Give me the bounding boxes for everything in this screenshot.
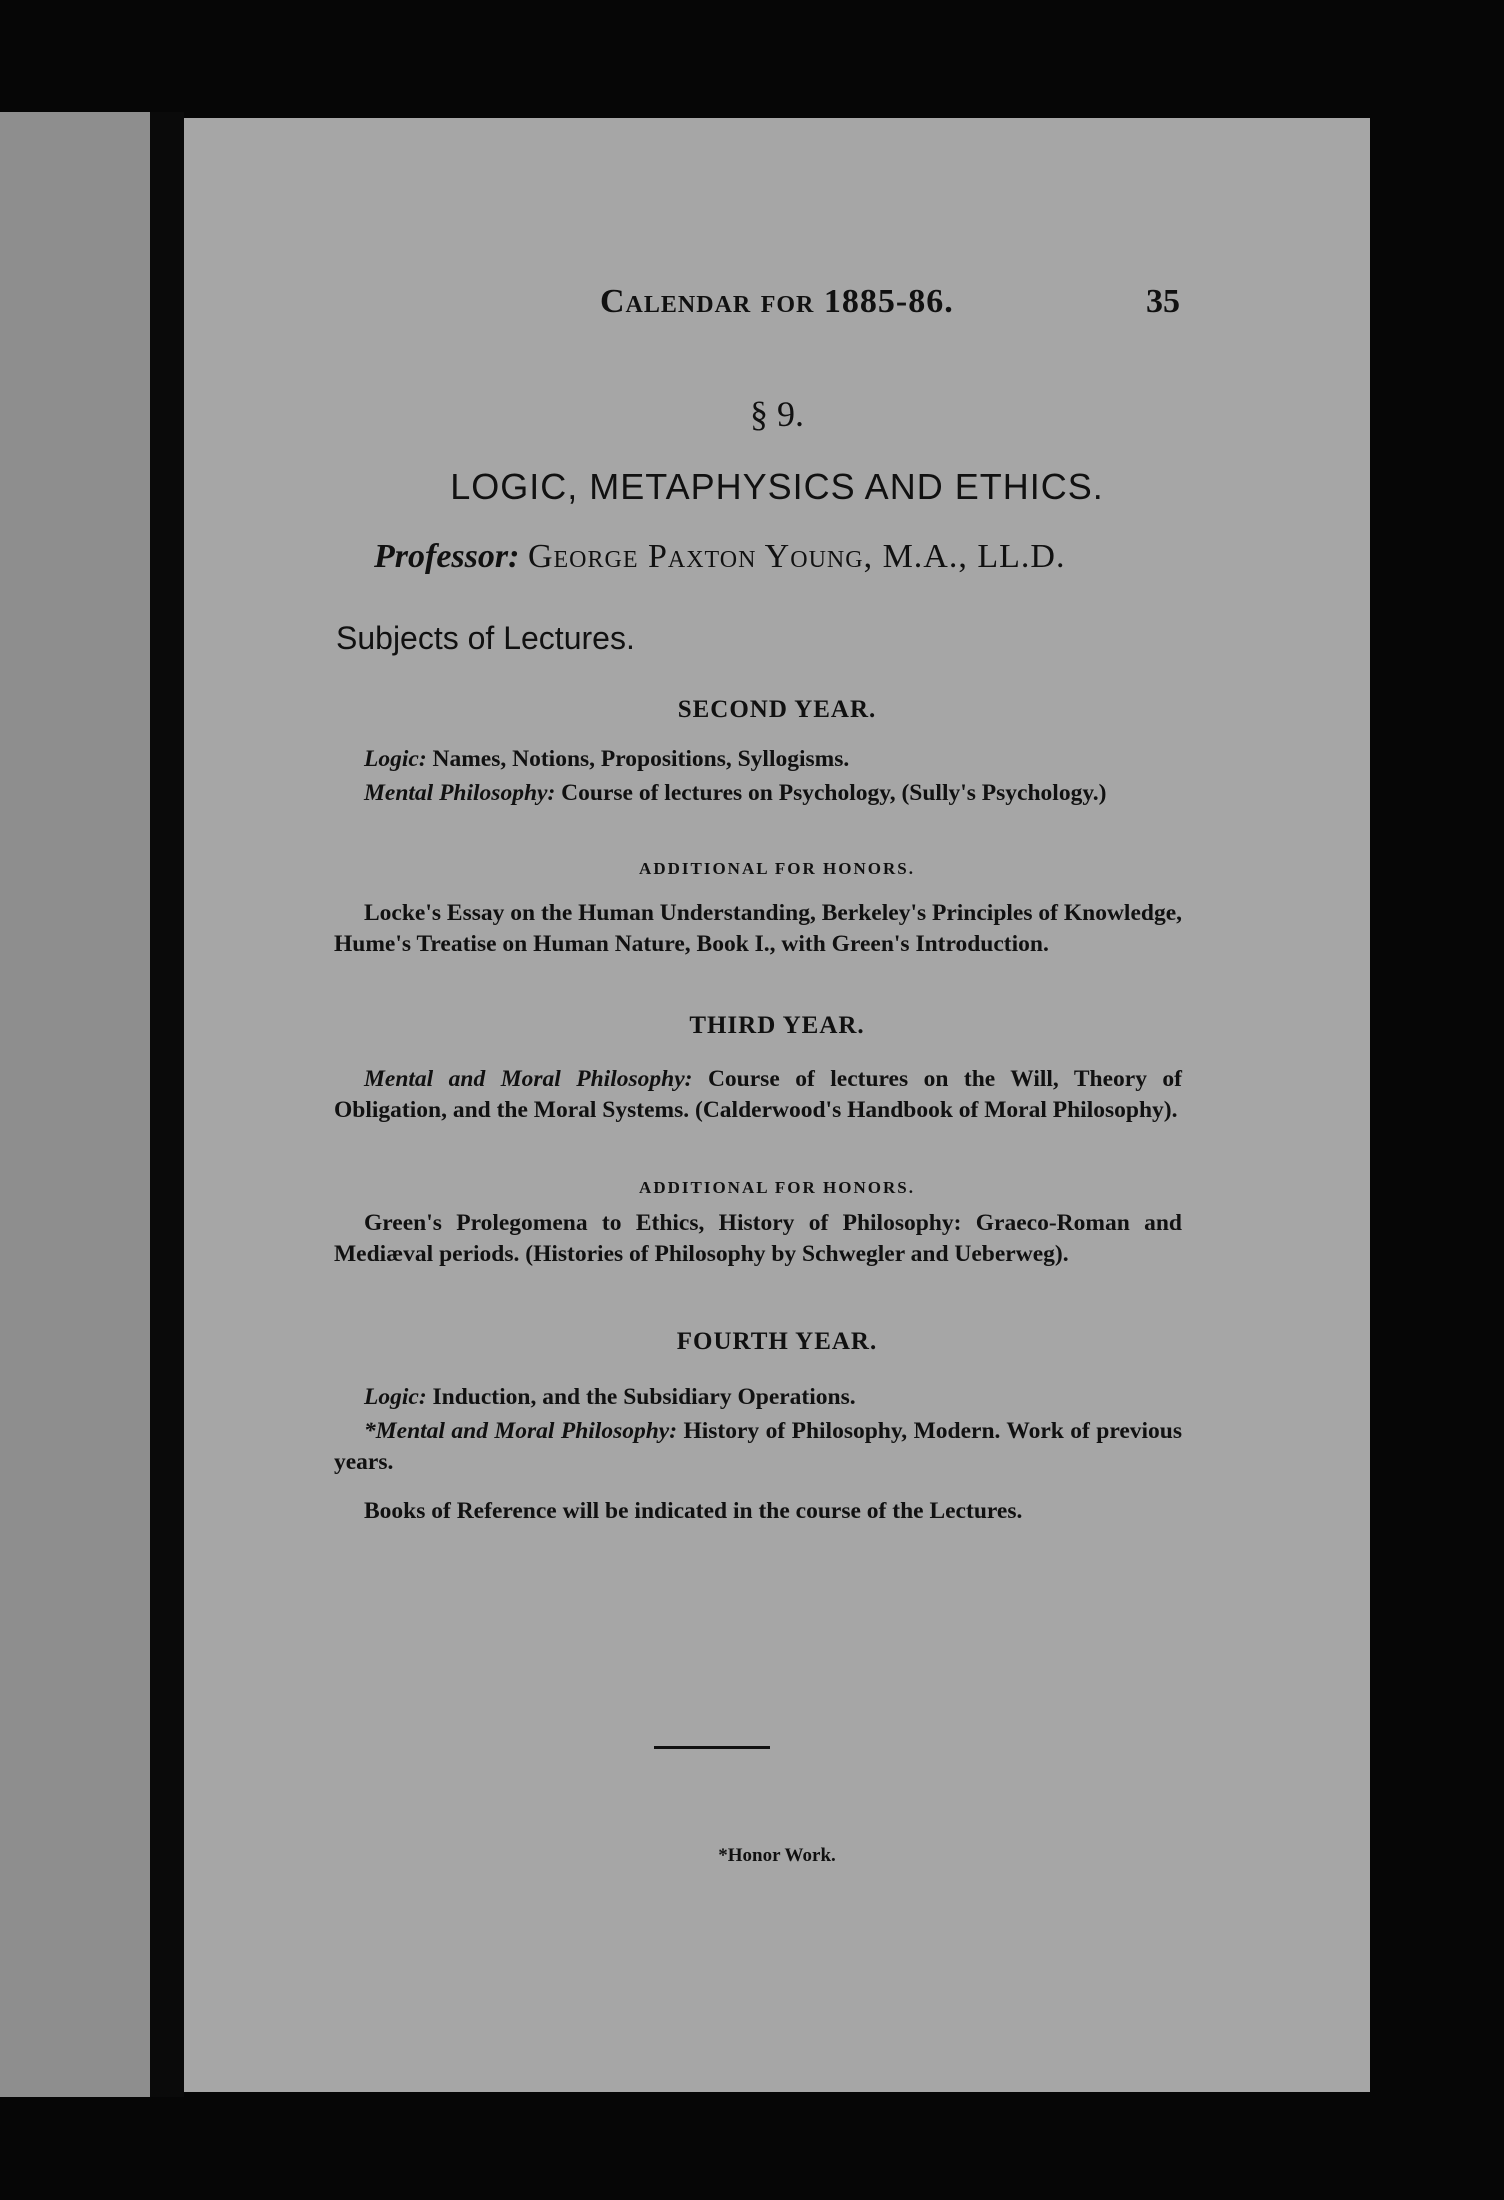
book-gutter <box>150 112 184 2097</box>
fourth-year-logic <box>334 1382 1182 1413</box>
logic-label: Logic: <box>364 1384 427 1410</box>
page-number: 35 <box>1146 283 1180 320</box>
reference-note: Books of Reference will be indicated in the course of the Lectures. <box>364 1498 1023 1524</box>
moral-text: Course of lectures on the Will, Theory of Obligation, and the Moral Systems. (Calderwood's Handbook of Moral Philosophy). <box>334 1066 1183 1123</box>
facing-page-edge <box>0 112 150 2097</box>
fourth-year-heading: FOURTH YEAR. <box>676 1328 878 1355</box>
second-year-honors-heading: ADDITIONAL FOR HONORS. <box>639 859 915 878</box>
running-header: Calendar for 1885-86. <box>600 283 954 320</box>
second-year-heading: SECOND YEAR. <box>677 696 877 723</box>
fourth-year-moral <box>334 1416 1182 1478</box>
mental-label: Mental Philosophy: <box>364 780 556 806</box>
footnote: *Honor Work. <box>718 1845 836 1866</box>
subjects-heading: Subjects of Lectures. <box>336 620 635 656</box>
third-year-heading: THIRD YEAR. <box>689 1012 865 1039</box>
mental-text: Course of lectures on Psychology, (Sully's Psychology.) <box>561 780 1107 806</box>
professor-name: George Paxton Young, M.A., LL.D. <box>527 538 1066 575</box>
third-year-honors-text: Green's Prolegomena to Ethics, History of Philosophy: Graeco-Roman and Mediæval periods. (Histories of Philosophy by Schwegler and Ueberweg). <box>334 1210 1182 1267</box>
second-year-logic <box>334 744 1182 775</box>
third-year-moral <box>334 1064 1182 1126</box>
moral-label: Mental and Moral Philosophy: <box>364 1066 693 1092</box>
third-year-honors-heading: ADDITIONAL FOR HONORS. <box>639 1178 915 1197</box>
divider-rule <box>654 1746 770 1749</box>
section-number: § 9. <box>750 394 804 434</box>
professor-label: Professor: <box>374 538 520 575</box>
logic-text: Names, Notions, Propositions, Syllogisms. <box>432 746 850 772</box>
logic-label: Logic: <box>364 746 427 772</box>
professor-line <box>374 538 1065 576</box>
second-year-honors-text: Locke's Essay on the Human Understanding, Berkeley's Principles of Knowledge, Hume's Treatise on Human Nature, Book I., with Green's Introduction. <box>334 900 1182 957</box>
moral-text: History of Philosophy, Modern. Work of previous years. <box>334 1418 1183 1475</box>
second-year-mental <box>334 778 1182 809</box>
section-title: LOGIC, METAPHYSICS AND ETHICS. <box>450 466 1104 507</box>
document-page <box>184 118 1370 2092</box>
moral-label: *Mental and Moral Philosophy: <box>364 1418 678 1444</box>
logic-text: Induction, and the Subsidiary Operations. <box>432 1384 856 1410</box>
